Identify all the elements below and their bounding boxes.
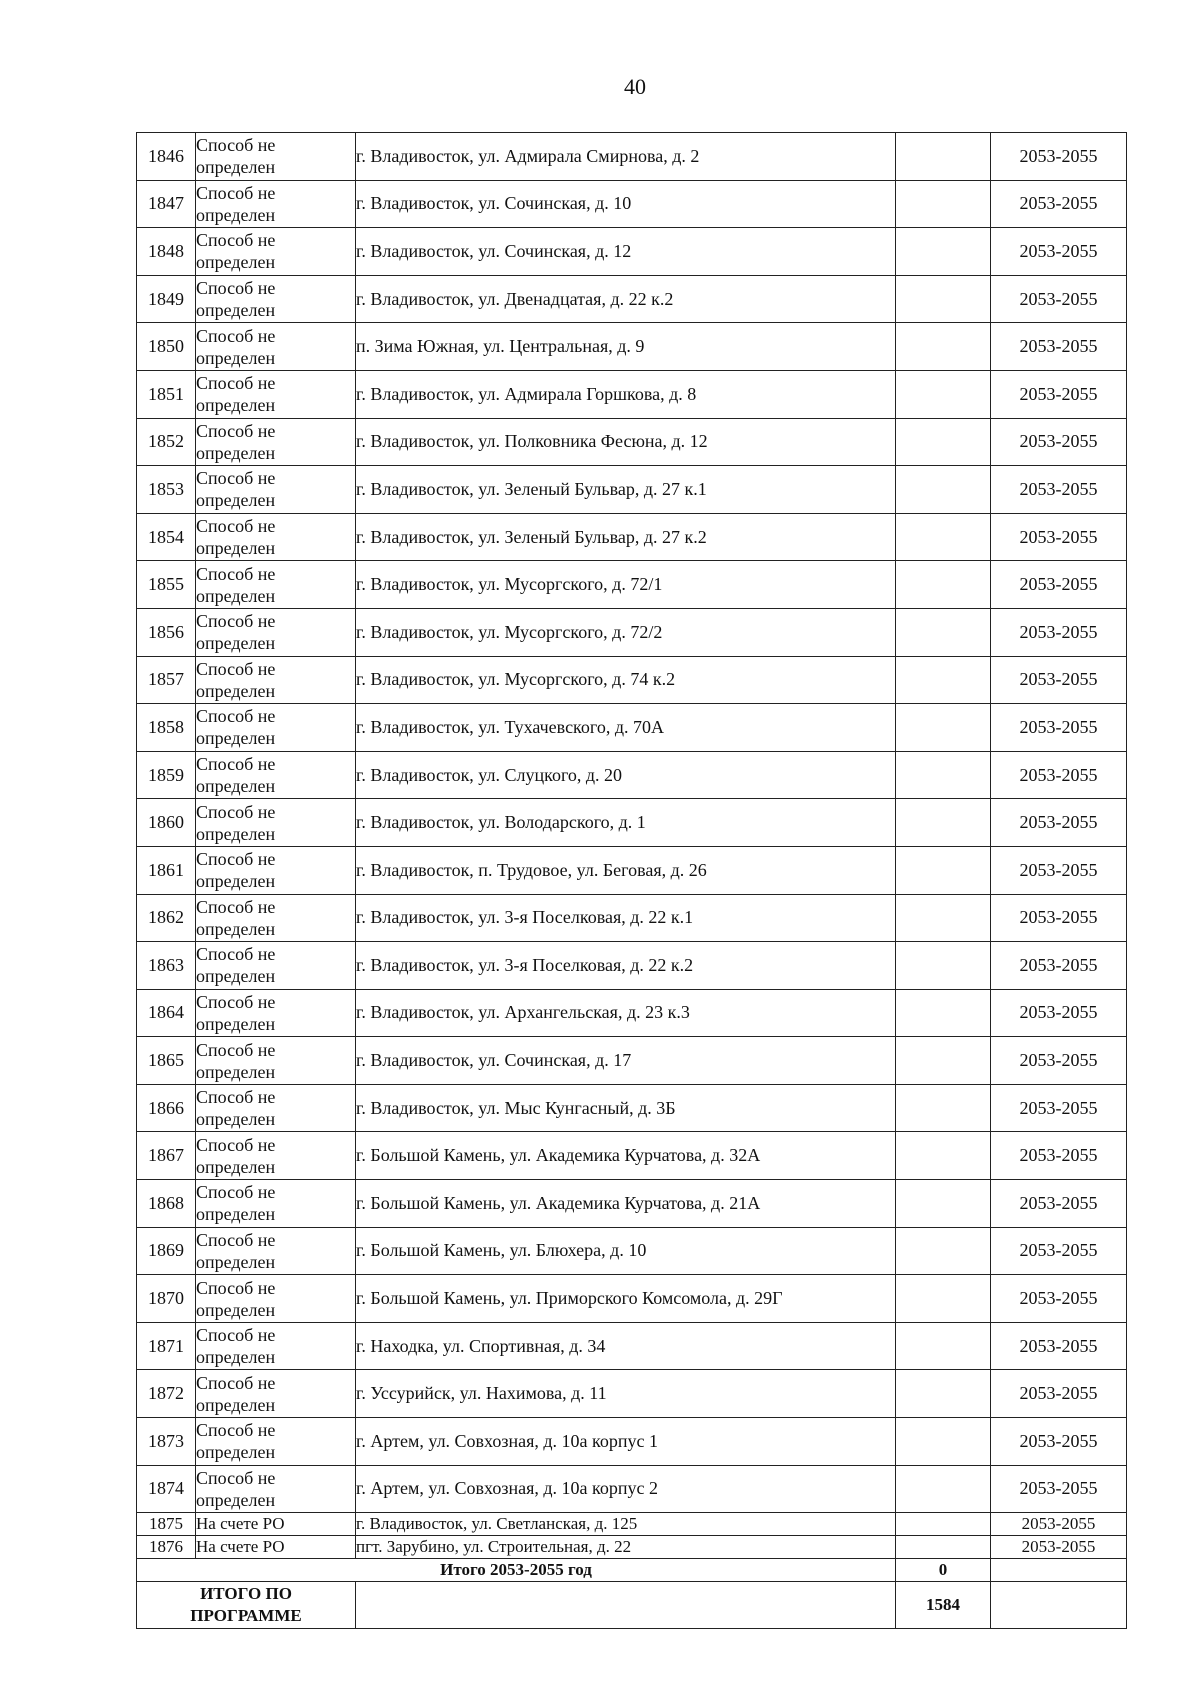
- row-number: 1853: [137, 466, 196, 514]
- table-row: [137, 656, 1127, 704]
- row-method-line: Способ не: [196, 325, 276, 346]
- table-row: [137, 1536, 1127, 1559]
- row-value: [896, 846, 991, 894]
- row-method-line: Способ не: [196, 516, 276, 537]
- row-method: [196, 180, 356, 228]
- table-row: [137, 1084, 1127, 1132]
- row-address: г. Владивосток, ул. Сочинская, д. 10: [356, 180, 896, 228]
- row-address: г. Владивосток, ул. Мыс Кунгасный, д. 3Б: [356, 1084, 896, 1132]
- row-number: 1847: [137, 180, 196, 228]
- row-address: г. Владивосток, ул. Адмирала Смирнова, д. 2: [356, 133, 896, 181]
- table-row: [137, 751, 1127, 799]
- row-address: г. Владивосток, ул. Адмирала Горшкова, д. 8: [356, 370, 896, 418]
- row-method-line: определен: [196, 204, 276, 225]
- table-row: [137, 942, 1127, 990]
- row-address: п. Зима Южная, ул. Центральная, д. 9: [356, 323, 896, 371]
- total-program-empty-years: [991, 1582, 1127, 1629]
- row-method-line: Способ не: [196, 468, 276, 489]
- row-method-line: определен: [196, 633, 276, 654]
- row-value: [896, 1132, 991, 1180]
- row-address: г. Владивосток, ул. Володарского, д. 1: [356, 799, 896, 847]
- row-years: 2053-2055: [991, 989, 1127, 1037]
- row-address: г. Большой Камень, ул. Блюхера, д. 10: [356, 1227, 896, 1275]
- row-value: [896, 942, 991, 990]
- table-row: [137, 704, 1127, 752]
- row-number: 1866: [137, 1084, 196, 1132]
- row-value: [896, 180, 991, 228]
- total-program-empty-address: [356, 1582, 896, 1629]
- table-row: [137, 275, 1127, 323]
- row-method-line: определен: [196, 1061, 276, 1082]
- row-address: г. Владивосток, ул. Полковника Фесюна, д. 12: [356, 418, 896, 466]
- row-years: 2053-2055: [991, 846, 1127, 894]
- row-value: [896, 989, 991, 1037]
- row-method-line: определен: [196, 1204, 276, 1225]
- row-method: [196, 1536, 356, 1559]
- table-row: [137, 608, 1127, 656]
- table-row: [137, 1370, 1127, 1418]
- row-method: [196, 466, 356, 514]
- row-number: 1861: [137, 846, 196, 894]
- row-years: 2053-2055: [991, 656, 1127, 704]
- row-address: г. Владивосток, ул. 3-я Поселковая, д. 22 к.1: [356, 894, 896, 942]
- row-address: г. Уссурийск, ул. Нахимова, д. 11: [356, 1370, 896, 1418]
- table-row: [137, 561, 1127, 609]
- row-address: г. Владивосток, ул. Двенадцатая, д. 22 к.2: [356, 275, 896, 323]
- row-method-line: Способ не: [196, 182, 276, 203]
- row-value: [896, 1513, 991, 1536]
- total-program-value: 1584: [896, 1582, 991, 1629]
- row-number: 1852: [137, 418, 196, 466]
- total-period-empty: [991, 1559, 1127, 1582]
- row-method-line: определен: [196, 442, 276, 463]
- row-method: [196, 1513, 356, 1536]
- row-method-line: Способ не: [196, 1467, 276, 1488]
- row-method-line: определен: [196, 1156, 276, 1177]
- row-method-line: Способ не: [196, 754, 276, 775]
- total-period-row: [137, 1559, 1127, 1582]
- table-row: [137, 513, 1127, 561]
- table-row: [137, 133, 1127, 181]
- row-method-line: Способ не: [196, 706, 276, 727]
- row-number: 1873: [137, 1418, 196, 1466]
- row-years: 2053-2055: [991, 704, 1127, 752]
- row-value: [896, 370, 991, 418]
- row-years: 2053-2055: [991, 942, 1127, 990]
- address-table: [136, 132, 1127, 1629]
- row-address: г. Владивосток, п. Трудовое, ул. Беговая, д. 26: [356, 846, 896, 894]
- row-number: 1855: [137, 561, 196, 609]
- row-number: 1869: [137, 1227, 196, 1275]
- row-address: г. Владивосток, ул. Зеленый Бульвар, д. 27 к.1: [356, 466, 896, 514]
- row-method-line: определен: [196, 728, 276, 749]
- row-method-line: определен: [196, 347, 276, 368]
- row-address: г. Большой Камень, ул. Академика Курчатова, д. 21А: [356, 1180, 896, 1228]
- row-value: [896, 466, 991, 514]
- row-years: 2053-2055: [991, 1536, 1127, 1559]
- row-address: г. Владивосток, ул. Мусоргского, д. 72/2: [356, 608, 896, 656]
- row-method-line: Способ не: [196, 1134, 276, 1155]
- row-years: 2053-2055: [991, 180, 1127, 228]
- row-value: [896, 608, 991, 656]
- row-value: [896, 561, 991, 609]
- row-method: [196, 561, 356, 609]
- table-row: [137, 418, 1127, 466]
- row-method: [196, 656, 356, 704]
- row-method-line: Способ не: [196, 849, 276, 870]
- row-address: г. Владивосток, ул. Мусоргского, д. 72/1: [356, 561, 896, 609]
- row-number: 1854: [137, 513, 196, 561]
- table-row: [137, 180, 1127, 228]
- total-period-label: Итого 2053-2055 год: [137, 1559, 896, 1582]
- row-method: [196, 989, 356, 1037]
- row-method-line: определен: [196, 1109, 276, 1130]
- row-method: [196, 513, 356, 561]
- row-method: [196, 1370, 356, 1418]
- table-row: [137, 846, 1127, 894]
- row-number: 1865: [137, 1037, 196, 1085]
- row-method-line: Способ не: [196, 1325, 276, 1346]
- row-method-line: Способ не: [196, 658, 276, 679]
- row-value: [896, 1084, 991, 1132]
- row-years: 2053-2055: [991, 561, 1127, 609]
- row-address: г. Владивосток, ул. Зеленый Бульвар, д. 27 к.2: [356, 513, 896, 561]
- row-address: г. Владивосток, ул. Сочинская, д. 17: [356, 1037, 896, 1085]
- row-years: 2053-2055: [991, 1513, 1127, 1536]
- row-value: [896, 1322, 991, 1370]
- row-number: 1856: [137, 608, 196, 656]
- row-method: [196, 1465, 356, 1513]
- row-number: 1868: [137, 1180, 196, 1228]
- row-number: 1864: [137, 989, 196, 1037]
- row-value: [896, 1227, 991, 1275]
- row-method-line: определен: [196, 252, 276, 273]
- row-method: [196, 751, 356, 799]
- row-method-line: определен: [196, 157, 276, 178]
- row-number: 1870: [137, 1275, 196, 1323]
- row-method: [196, 1275, 356, 1323]
- row-value: [896, 1180, 991, 1228]
- row-value: [896, 1037, 991, 1085]
- row-years: 2053-2055: [991, 1180, 1127, 1228]
- row-method-line: Способ не: [196, 1229, 276, 1250]
- row-years: 2053-2055: [991, 513, 1127, 561]
- table-row: [137, 1465, 1127, 1513]
- table-row: [137, 1180, 1127, 1228]
- row-address: г. Владивосток, ул. Мусоргского, д. 74 к.2: [356, 656, 896, 704]
- row-years: 2053-2055: [991, 751, 1127, 799]
- row-method-line: определен: [196, 918, 276, 939]
- row-method-line: определен: [196, 1442, 276, 1463]
- row-value: [896, 275, 991, 323]
- table-row: [137, 1513, 1127, 1536]
- row-method-line: Способ не: [196, 373, 276, 394]
- row-number: 1849: [137, 275, 196, 323]
- row-value: [896, 418, 991, 466]
- row-method-line: определен: [196, 680, 276, 701]
- row-address: г. Владивосток, ул. Сочинская, д. 12: [356, 228, 896, 276]
- row-method: [196, 275, 356, 323]
- row-years: 2053-2055: [991, 1465, 1127, 1513]
- row-number: 1872: [137, 1370, 196, 1418]
- row-method: [196, 133, 356, 181]
- row-method-line: Способ не: [196, 944, 276, 965]
- row-years: 2053-2055: [991, 1227, 1127, 1275]
- row-method-line: определен: [196, 871, 276, 892]
- table-row: [137, 799, 1127, 847]
- row-method-line: На счете РО: [196, 1514, 285, 1534]
- row-address: г. Артем, ул. Совхозная, д. 10а корпус 1: [356, 1418, 896, 1466]
- row-number: 1875: [137, 1513, 196, 1536]
- row-number: 1862: [137, 894, 196, 942]
- row-address: г. Находка, ул. Спортивная, д. 34: [356, 1322, 896, 1370]
- row-method-line: определен: [196, 1013, 276, 1034]
- total-period-value: 0: [896, 1559, 991, 1582]
- row-method: [196, 1037, 356, 1085]
- table-row: [137, 323, 1127, 371]
- row-address: г. Владивосток, ул. Тухачевского, д. 70А: [356, 704, 896, 752]
- row-years: 2053-2055: [991, 1084, 1127, 1132]
- row-method-line: Способ не: [196, 1420, 276, 1441]
- row-method-line: Способ не: [196, 1039, 276, 1060]
- row-value: [896, 704, 991, 752]
- row-value: [896, 513, 991, 561]
- row-method-line: Способ не: [196, 1182, 276, 1203]
- row-method-line: Способ не: [196, 278, 276, 299]
- row-number: 1859: [137, 751, 196, 799]
- row-value: [896, 799, 991, 847]
- row-years: 2053-2055: [991, 799, 1127, 847]
- row-address: г. Артем, ул. Совхозная, д. 10а корпус 2: [356, 1465, 896, 1513]
- total-program-label-line-1: ИТОГО ПО: [200, 1584, 292, 1604]
- table-row: [137, 228, 1127, 276]
- row-address: г. Владивосток, ул. 3-я Поселковая, д. 22 к.2: [356, 942, 896, 990]
- row-number: 1848: [137, 228, 196, 276]
- row-method: [196, 846, 356, 894]
- row-method: [196, 942, 356, 990]
- row-method: [196, 1322, 356, 1370]
- row-years: 2053-2055: [991, 1370, 1127, 1418]
- row-value: [896, 1370, 991, 1418]
- row-method-line: Способ не: [196, 801, 276, 822]
- row-years: 2053-2055: [991, 133, 1127, 181]
- row-years: 2053-2055: [991, 1322, 1127, 1370]
- total-program-label-line-2: ПРОГРАММЕ: [190, 1606, 302, 1626]
- row-method-line: определен: [196, 300, 276, 321]
- row-value: [896, 894, 991, 942]
- row-method: [196, 418, 356, 466]
- row-method: [196, 608, 356, 656]
- row-address: г. Владивосток, ул. Слуцкого, д. 20: [356, 751, 896, 799]
- table-row: [137, 1418, 1127, 1466]
- row-method-line: определен: [196, 966, 276, 987]
- row-years: 2053-2055: [991, 1132, 1127, 1180]
- row-years: 2053-2055: [991, 275, 1127, 323]
- row-method: [196, 323, 356, 371]
- row-method-line: определен: [196, 823, 276, 844]
- page-number: 40: [624, 74, 646, 99]
- row-method-line: определен: [196, 395, 276, 416]
- row-value: [896, 656, 991, 704]
- row-value: [896, 751, 991, 799]
- row-value: [896, 1275, 991, 1323]
- row-value: [896, 323, 991, 371]
- row-number: 1874: [137, 1465, 196, 1513]
- row-number: 1863: [137, 942, 196, 990]
- row-method-line: определен: [196, 1251, 276, 1272]
- row-method: [196, 1227, 356, 1275]
- row-number: 1857: [137, 656, 196, 704]
- row-value: [896, 1465, 991, 1513]
- row-address: пгт. Зарубино, ул. Строительная, д. 22: [356, 1536, 896, 1559]
- row-method-line: определен: [196, 490, 276, 511]
- row-years: 2053-2055: [991, 228, 1127, 276]
- row-number: 1867: [137, 1132, 196, 1180]
- row-method-line: Способ не: [196, 611, 276, 632]
- row-number: 1860: [137, 799, 196, 847]
- row-years: 2053-2055: [991, 323, 1127, 371]
- row-years: 2053-2055: [991, 370, 1127, 418]
- row-method-line: определен: [196, 1347, 276, 1368]
- row-years: 2053-2055: [991, 1418, 1127, 1466]
- row-method: [196, 228, 356, 276]
- row-number: 1858: [137, 704, 196, 752]
- row-address: г. Владивосток, ул. Светланская, д. 125: [356, 1513, 896, 1536]
- table-row: [137, 1275, 1127, 1323]
- row-method-line: Способ не: [196, 230, 276, 251]
- row-method: [196, 370, 356, 418]
- row-method-line: Способ не: [196, 991, 276, 1012]
- row-address: г. Большой Камень, ул. Приморского Комсомола, д. 29Г: [356, 1275, 896, 1323]
- row-method: [196, 894, 356, 942]
- row-method-line: Способ не: [196, 563, 276, 584]
- table-row: [137, 466, 1127, 514]
- row-address: г. Владивосток, ул. Архангельская, д. 23 к.3: [356, 989, 896, 1037]
- row-value: [896, 228, 991, 276]
- table-row: [137, 1227, 1127, 1275]
- row-method-line: Способ не: [196, 1087, 276, 1108]
- total-program-label: [137, 1582, 356, 1629]
- row-years: 2053-2055: [991, 1037, 1127, 1085]
- row-method-line: Способ не: [196, 1277, 276, 1298]
- table-row: [137, 1037, 1127, 1085]
- table-row: [137, 894, 1127, 942]
- row-method-line: определен: [196, 1394, 276, 1415]
- row-number: 1850: [137, 323, 196, 371]
- row-method-line: определен: [196, 776, 276, 797]
- row-address: г. Большой Камень, ул. Академика Курчатова, д. 32А: [356, 1132, 896, 1180]
- row-years: 2053-2055: [991, 608, 1127, 656]
- row-value: [896, 1418, 991, 1466]
- row-number: 1851: [137, 370, 196, 418]
- row-method-line: Способ не: [196, 420, 276, 441]
- row-method: [196, 1084, 356, 1132]
- row-method-line: Способ не: [196, 135, 276, 156]
- row-method: [196, 1418, 356, 1466]
- row-years: 2053-2055: [991, 418, 1127, 466]
- row-method-line: На счете РО: [196, 1537, 285, 1557]
- row-method-line: определен: [196, 1489, 276, 1510]
- row-method-line: определен: [196, 1299, 276, 1320]
- row-method-line: определен: [196, 585, 276, 606]
- row-method-line: Способ не: [196, 1372, 276, 1393]
- row-years: 2053-2055: [991, 466, 1127, 514]
- row-number: 1846: [137, 133, 196, 181]
- row-number: 1876: [137, 1536, 196, 1559]
- row-years: 2053-2055: [991, 894, 1127, 942]
- row-method-line: определен: [196, 538, 276, 559]
- row-value: [896, 133, 991, 181]
- row-value: [896, 1536, 991, 1559]
- row-method: [196, 799, 356, 847]
- table-body: [137, 133, 1127, 1559]
- total-program-row: [137, 1582, 1127, 1629]
- table-row: [137, 370, 1127, 418]
- table-row: [137, 989, 1127, 1037]
- row-years: 2053-2055: [991, 1275, 1127, 1323]
- row-number: 1871: [137, 1322, 196, 1370]
- row-method: [196, 704, 356, 752]
- table-row: [137, 1322, 1127, 1370]
- row-method: [196, 1180, 356, 1228]
- table-row: [137, 1132, 1127, 1180]
- row-method-line: Способ не: [196, 896, 276, 917]
- row-method: [196, 1132, 356, 1180]
